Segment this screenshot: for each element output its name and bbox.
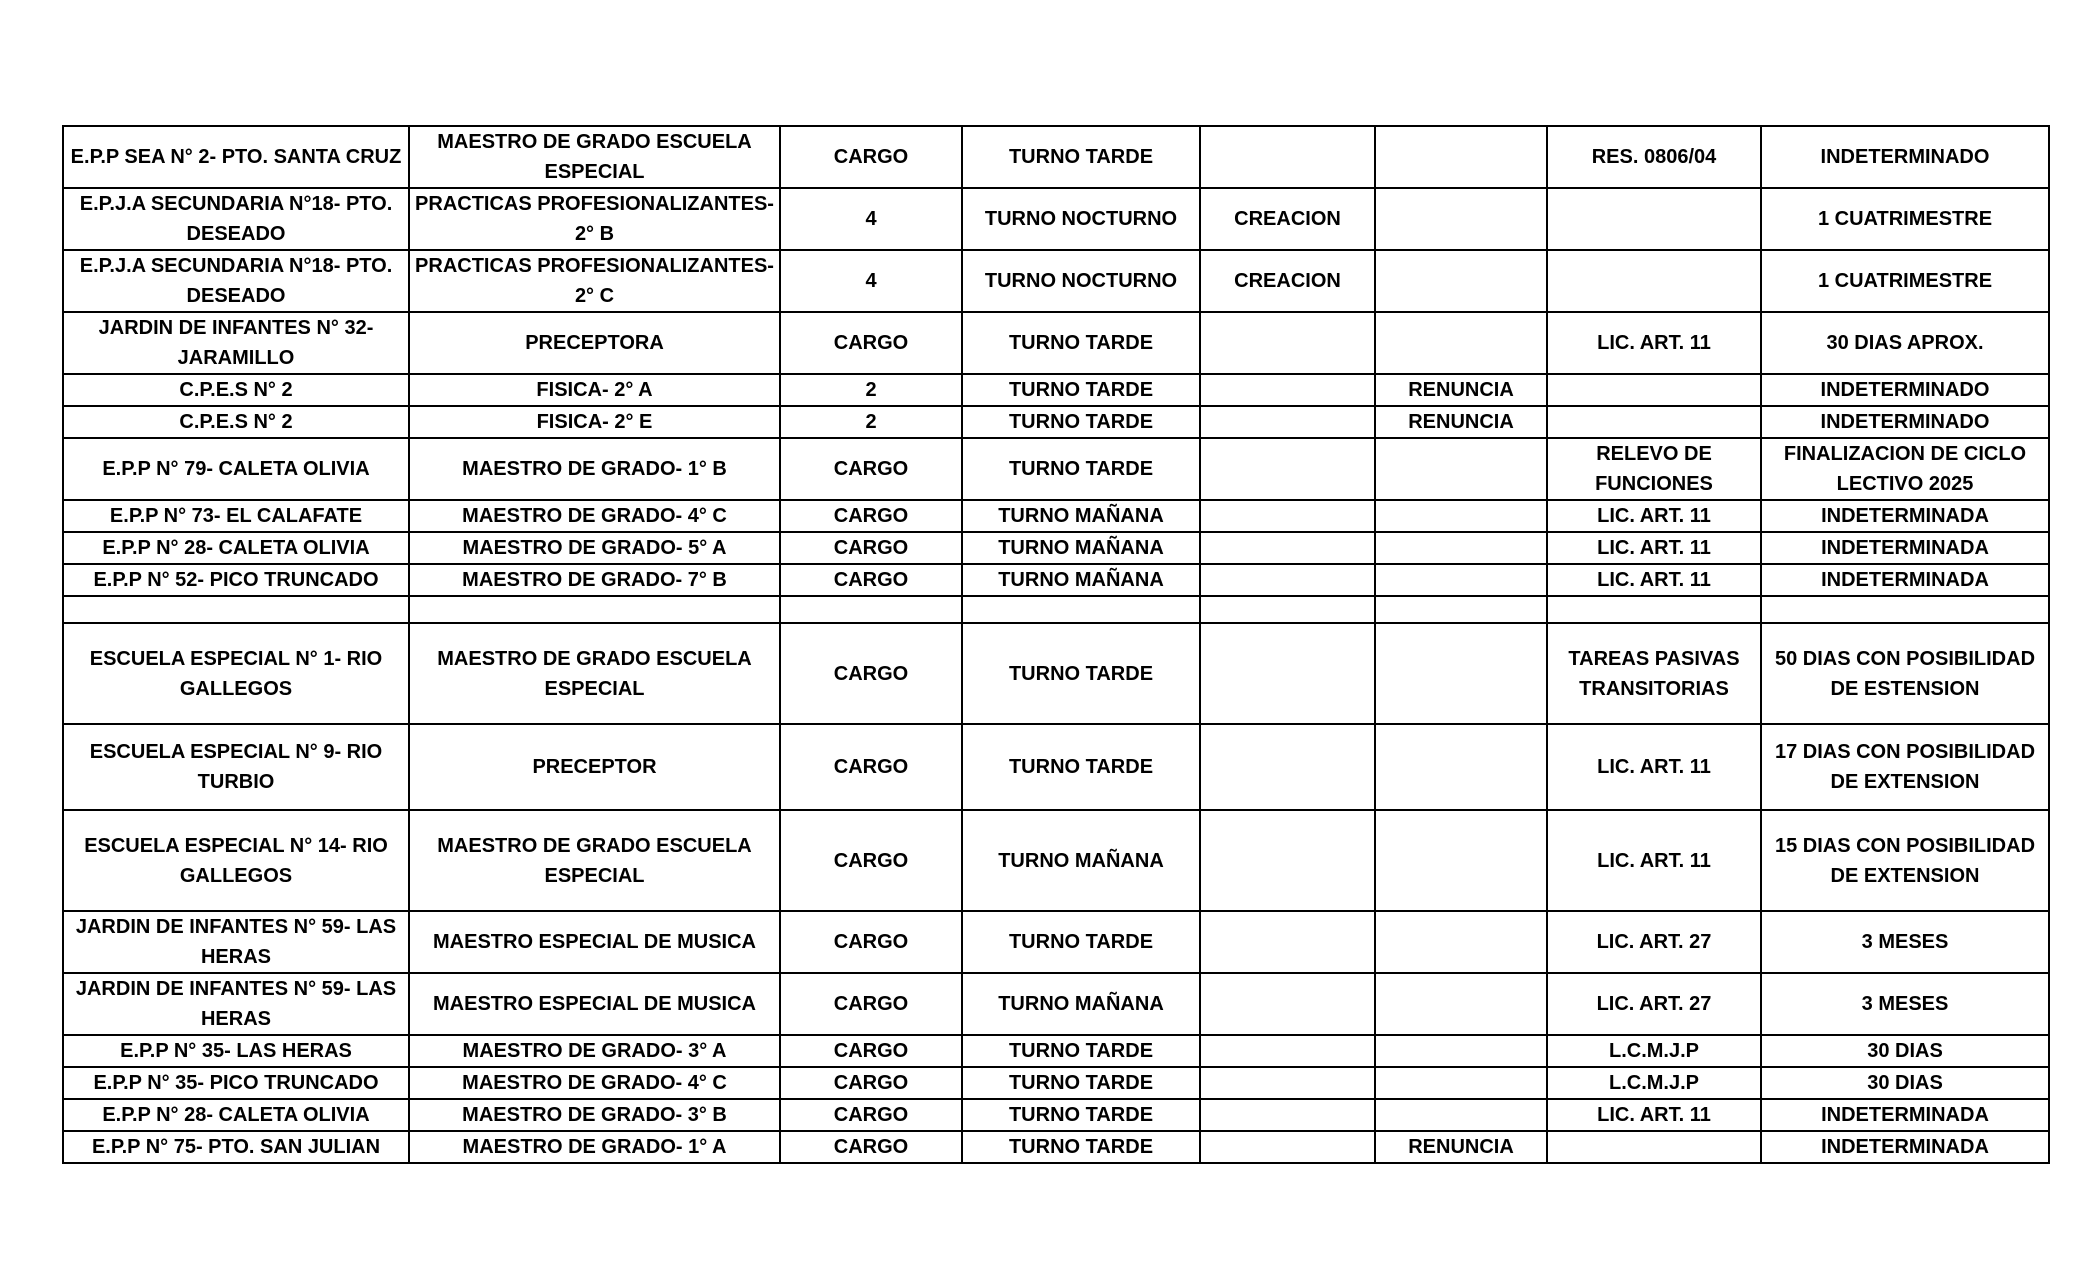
reason-cell: LIC. ART. 11 xyxy=(1547,810,1761,911)
hours-cell: CARGO xyxy=(780,500,962,532)
creation-cell: CREACION xyxy=(1200,188,1375,250)
table-row xyxy=(63,564,2049,596)
table-row xyxy=(63,500,2049,532)
school-cell: E.P.P N° 35- LAS HERAS xyxy=(63,1035,409,1067)
resignation-cell xyxy=(1375,1067,1547,1099)
hours-cell: CARGO xyxy=(780,1035,962,1067)
resignation-cell xyxy=(1375,1035,1547,1067)
table-row xyxy=(63,406,2049,438)
reason-cell: LIC. ART. 11 xyxy=(1547,1099,1761,1131)
shift-cell: TURNO TARDE xyxy=(962,1131,1200,1163)
resignation-cell xyxy=(1375,911,1547,973)
hours-cell: CARGO xyxy=(780,438,962,500)
duration-cell: 17 DIAS CON POSIBILIDAD DE EXTENSION xyxy=(1761,724,2049,810)
shift-cell: TURNO TARDE xyxy=(962,1035,1200,1067)
school-cell: E.P.P N° 75- PTO. SAN JULIAN xyxy=(63,1131,409,1163)
position-cell: FISICA- 2° A xyxy=(409,374,780,406)
position-cell: PRACTICAS PROFESIONALIZANTES- 2° C xyxy=(409,250,780,312)
resignation-cell xyxy=(1375,312,1547,374)
position-cell: PRACTICAS PROFESIONALIZANTES- 2° B xyxy=(409,188,780,250)
creation-cell xyxy=(1200,312,1375,374)
duration-cell: 3 MESES xyxy=(1761,911,2049,973)
shift-cell: TURNO TARDE xyxy=(962,126,1200,188)
position-cell: MAESTRO ESPECIAL DE MUSICA xyxy=(409,911,780,973)
position-cell: MAESTRO DE GRADO ESCUELA ESPECIAL xyxy=(409,810,780,911)
school-cell: C.P.E.S N° 2 xyxy=(63,406,409,438)
duration-cell: INDETERMINADA xyxy=(1761,532,2049,564)
creation-cell xyxy=(1200,623,1375,724)
hours-cell: CARGO xyxy=(780,973,962,1035)
resignation-cell xyxy=(1375,596,1547,623)
school-cell: E.P.P N° 28- CALETA OLIVIA xyxy=(63,532,409,564)
table-row xyxy=(63,724,2049,810)
duration-cell: INDETERMINADA xyxy=(1761,500,2049,532)
reason-cell xyxy=(1547,250,1761,312)
position-cell xyxy=(409,596,780,623)
reason-cell xyxy=(1547,406,1761,438)
position-cell: MAESTRO DE GRADO- 7° B xyxy=(409,564,780,596)
table-row xyxy=(63,188,2049,250)
school-cell: E.P.P N° 52- PICO TRUNCADO xyxy=(63,564,409,596)
resignation-cell xyxy=(1375,250,1547,312)
reason-cell xyxy=(1547,188,1761,250)
resignation-cell xyxy=(1375,438,1547,500)
shift-cell: TURNO MAÑANA xyxy=(962,973,1200,1035)
table-row xyxy=(63,596,2049,623)
table-row xyxy=(63,126,2049,188)
hours-cell: CARGO xyxy=(780,564,962,596)
school-cell: ESCUELA ESPECIAL N° 1- RIO GALLEGOS xyxy=(63,623,409,724)
school-cell: ESCUELA ESPECIAL N° 14- RIO GALLEGOS xyxy=(63,810,409,911)
resignation-cell xyxy=(1375,532,1547,564)
creation-cell xyxy=(1200,1067,1375,1099)
position-cell: MAESTRO DE GRADO ESCUELA ESPECIAL xyxy=(409,126,780,188)
hours-cell: 2 xyxy=(780,374,962,406)
reason-cell: LIC. ART. 11 xyxy=(1547,724,1761,810)
creation-cell xyxy=(1200,126,1375,188)
position-cell: MAESTRO DE GRADO- 4° C xyxy=(409,500,780,532)
resignation-cell xyxy=(1375,564,1547,596)
table-row xyxy=(63,1099,2049,1131)
shift-cell: TURNO MAÑANA xyxy=(962,810,1200,911)
shift-cell: TURNO TARDE xyxy=(962,406,1200,438)
school-cell: E.P.J.A SECUNDARIA N°18- PTO. DESEADO xyxy=(63,188,409,250)
table-row xyxy=(63,1131,2049,1163)
table-row xyxy=(63,438,2049,500)
table-row xyxy=(63,911,2049,973)
hours-cell: CARGO xyxy=(780,1131,962,1163)
resignation-cell xyxy=(1375,623,1547,724)
duration-cell: 30 DIAS xyxy=(1761,1067,2049,1099)
creation-cell xyxy=(1200,810,1375,911)
position-cell: MAESTRO DE GRADO ESCUELA ESPECIAL xyxy=(409,623,780,724)
hours-cell: 4 xyxy=(780,250,962,312)
creation-cell xyxy=(1200,911,1375,973)
vacancy-table xyxy=(62,125,2050,1164)
school-cell: JARDIN DE INFANTES N° 32- JARAMILLO xyxy=(63,312,409,374)
reason-cell: TAREAS PASIVAS TRANSITORIAS xyxy=(1547,623,1761,724)
hours-cell: CARGO xyxy=(780,532,962,564)
hours-cell xyxy=(780,596,962,623)
resignation-cell: RENUNCIA xyxy=(1375,374,1547,406)
shift-cell xyxy=(962,596,1200,623)
creation-cell xyxy=(1200,532,1375,564)
creation-cell xyxy=(1200,1099,1375,1131)
reason-cell: LIC. ART. 11 xyxy=(1547,532,1761,564)
reason-cell xyxy=(1547,1131,1761,1163)
school-cell: ESCUELA ESPECIAL N° 9- RIO TURBIO xyxy=(63,724,409,810)
reason-cell: LIC. ART. 27 xyxy=(1547,911,1761,973)
shift-cell: TURNO MAÑANA xyxy=(962,500,1200,532)
hours-cell: CARGO xyxy=(780,911,962,973)
duration-cell: 1 CUATRIMESTRE xyxy=(1761,188,2049,250)
shift-cell: TURNO TARDE xyxy=(962,623,1200,724)
resignation-cell xyxy=(1375,126,1547,188)
resignation-cell xyxy=(1375,188,1547,250)
school-cell xyxy=(63,596,409,623)
duration-cell: INDETERMINADO xyxy=(1761,406,2049,438)
position-cell: FISICA- 2° E xyxy=(409,406,780,438)
school-cell: E.P.P N° 35- PICO TRUNCADO xyxy=(63,1067,409,1099)
reason-cell xyxy=(1547,596,1761,623)
duration-cell: 1 CUATRIMESTRE xyxy=(1761,250,2049,312)
duration-cell xyxy=(1761,596,2049,623)
table-body xyxy=(63,126,2049,1163)
table-row xyxy=(63,1035,2049,1067)
duration-cell: INDETERMINADO xyxy=(1761,126,2049,188)
duration-cell: INDETERMINADA xyxy=(1761,564,2049,596)
position-cell: PRECEPTORA xyxy=(409,312,780,374)
hours-cell: CARGO xyxy=(780,623,962,724)
duration-cell: 50 DIAS CON POSIBILIDAD DE ESTENSION xyxy=(1761,623,2049,724)
reason-cell: RES. 0806/04 xyxy=(1547,126,1761,188)
resignation-cell: RENUNCIA xyxy=(1375,1131,1547,1163)
hours-cell: CARGO xyxy=(780,724,962,810)
position-cell: MAESTRO DE GRADO- 3° B xyxy=(409,1099,780,1131)
position-cell: MAESTRO DE GRADO- 1° A xyxy=(409,1131,780,1163)
position-cell: MAESTRO DE GRADO- 3° A xyxy=(409,1035,780,1067)
shift-cell: TURNO NOCTURNO xyxy=(962,188,1200,250)
resignation-cell xyxy=(1375,724,1547,810)
duration-cell: INDETERMINADA xyxy=(1761,1099,2049,1131)
shift-cell: TURNO TARDE xyxy=(962,438,1200,500)
hours-cell: 2 xyxy=(780,406,962,438)
creation-cell xyxy=(1200,1035,1375,1067)
creation-cell xyxy=(1200,374,1375,406)
table-row xyxy=(63,250,2049,312)
creation-cell xyxy=(1200,438,1375,500)
shift-cell: TURNO TARDE xyxy=(962,1067,1200,1099)
hours-cell: CARGO xyxy=(780,810,962,911)
table-row xyxy=(63,532,2049,564)
resignation-cell xyxy=(1375,500,1547,532)
creation-cell xyxy=(1200,1131,1375,1163)
creation-cell xyxy=(1200,596,1375,623)
hours-cell: CARGO xyxy=(780,126,962,188)
school-cell: E.P.P N° 79- CALETA OLIVIA xyxy=(63,438,409,500)
shift-cell: TURNO TARDE xyxy=(962,1099,1200,1131)
table-row xyxy=(63,810,2049,911)
creation-cell xyxy=(1200,973,1375,1035)
duration-cell: 30 DIAS xyxy=(1761,1035,2049,1067)
duration-cell: 30 DIAS APROX. xyxy=(1761,312,2049,374)
creation-cell: CREACION xyxy=(1200,250,1375,312)
reason-cell xyxy=(1547,374,1761,406)
position-cell: MAESTRO ESPECIAL DE MUSICA xyxy=(409,973,780,1035)
creation-cell xyxy=(1200,564,1375,596)
shift-cell: TURNO MAÑANA xyxy=(962,532,1200,564)
reason-cell: RELEVO DE FUNCIONES xyxy=(1547,438,1761,500)
school-cell: C.P.E.S N° 2 xyxy=(63,374,409,406)
table-row xyxy=(63,623,2049,724)
table-row xyxy=(63,312,2049,374)
hours-cell: CARGO xyxy=(780,1099,962,1131)
position-cell: MAESTRO DE GRADO- 4° C xyxy=(409,1067,780,1099)
shift-cell: TURNO TARDE xyxy=(962,911,1200,973)
position-cell: MAESTRO DE GRADO- 5° A xyxy=(409,532,780,564)
hours-cell: CARGO xyxy=(780,312,962,374)
table-row xyxy=(63,374,2049,406)
creation-cell xyxy=(1200,406,1375,438)
shift-cell: TURNO TARDE xyxy=(962,374,1200,406)
hours-cell: 4 xyxy=(780,188,962,250)
resignation-cell xyxy=(1375,1099,1547,1131)
school-cell: JARDIN DE INFANTES N° 59- LAS HERAS xyxy=(63,911,409,973)
shift-cell: TURNO TARDE xyxy=(962,312,1200,374)
reason-cell: LIC. ART. 11 xyxy=(1547,500,1761,532)
resignation-cell xyxy=(1375,973,1547,1035)
school-cell: E.P.P N° 28- CALETA OLIVIA xyxy=(63,1099,409,1131)
table-row xyxy=(63,1067,2049,1099)
position-cell: PRECEPTOR xyxy=(409,724,780,810)
school-cell: E.P.J.A SECUNDARIA N°18- PTO. DESEADO xyxy=(63,250,409,312)
vacancy-sheet xyxy=(62,125,2048,1164)
creation-cell xyxy=(1200,724,1375,810)
shift-cell: TURNO NOCTURNO xyxy=(962,250,1200,312)
duration-cell: 15 DIAS CON POSIBILIDAD DE EXTENSION xyxy=(1761,810,2049,911)
resignation-cell xyxy=(1375,810,1547,911)
duration-cell: INDETERMINADA xyxy=(1761,1131,2049,1163)
shift-cell: TURNO MAÑANA xyxy=(962,564,1200,596)
position-cell: MAESTRO DE GRADO- 1° B xyxy=(409,438,780,500)
duration-cell: 3 MESES xyxy=(1761,973,2049,1035)
table-row xyxy=(63,973,2049,1035)
reason-cell: LIC. ART. 11 xyxy=(1547,564,1761,596)
reason-cell: LIC. ART. 27 xyxy=(1547,973,1761,1035)
school-cell: JARDIN DE INFANTES N° 59- LAS HERAS xyxy=(63,973,409,1035)
reason-cell: L.C.M.J.P xyxy=(1547,1067,1761,1099)
reason-cell: LIC. ART. 11 xyxy=(1547,312,1761,374)
duration-cell: INDETERMINADO xyxy=(1761,374,2049,406)
resignation-cell: RENUNCIA xyxy=(1375,406,1547,438)
shift-cell: TURNO TARDE xyxy=(962,724,1200,810)
duration-cell: FINALIZACION DE CICLO LECTIVO 2025 xyxy=(1761,438,2049,500)
hours-cell: CARGO xyxy=(780,1067,962,1099)
school-cell: E.P.P N° 73- EL CALAFATE xyxy=(63,500,409,532)
reason-cell: L.C.M.J.P xyxy=(1547,1035,1761,1067)
creation-cell xyxy=(1200,500,1375,532)
school-cell: E.P.P SEA N° 2- PTO. SANTA CRUZ xyxy=(63,126,409,188)
